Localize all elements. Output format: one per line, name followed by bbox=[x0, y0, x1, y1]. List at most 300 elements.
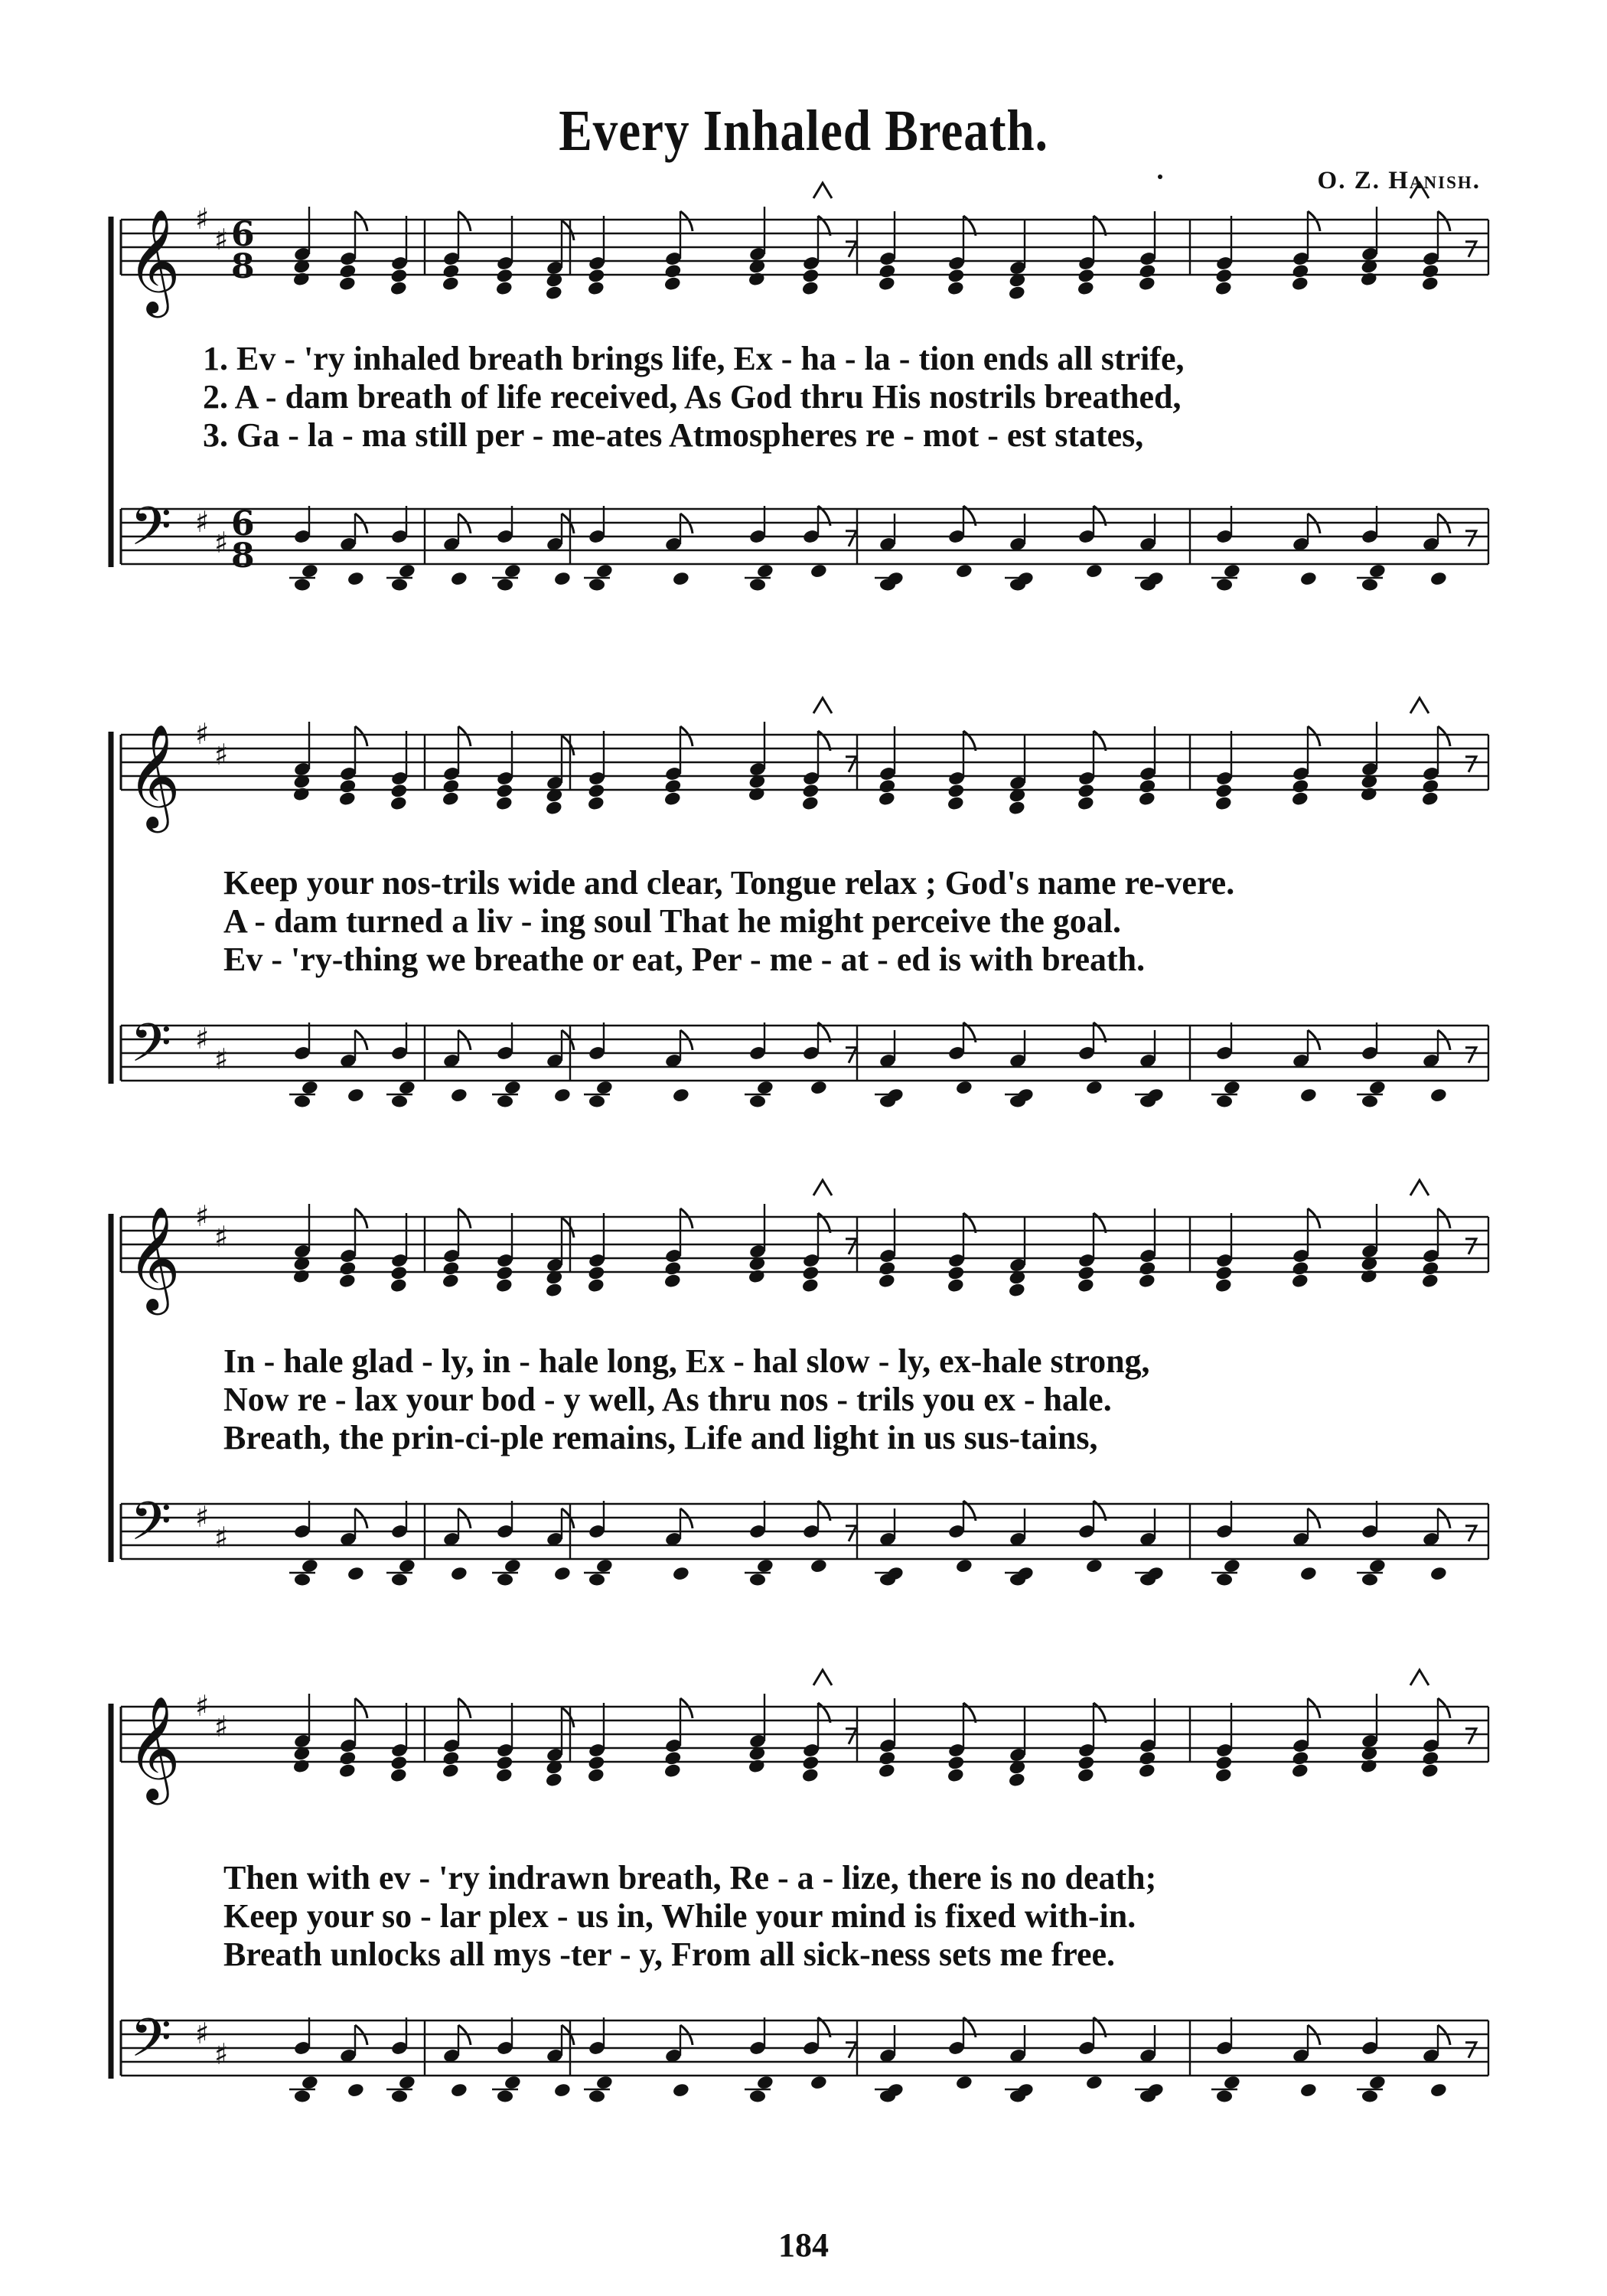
note-head bbox=[1368, 2075, 1387, 2091]
note-head bbox=[1291, 1261, 1309, 1277]
system-3-verse-1-lyric: In - hale glad - ly, in - hale long, Ex - hal slow - ly, ex-hale strong, bbox=[223, 1342, 1150, 1380]
note-head bbox=[663, 1261, 682, 1277]
note-head bbox=[1368, 1558, 1387, 1574]
note-head bbox=[495, 268, 513, 284]
note-head bbox=[495, 1265, 513, 1281]
note-head bbox=[1138, 791, 1156, 807]
bass-clef-icon: 𝄢 bbox=[130, 495, 172, 570]
note-head bbox=[589, 1096, 605, 1107]
note-head bbox=[663, 276, 682, 292]
note-head bbox=[878, 1763, 896, 1779]
page-number: 184 bbox=[778, 2226, 829, 2264]
eighth-rest-icon bbox=[1465, 1526, 1476, 1541]
note-head bbox=[390, 280, 408, 296]
note-head bbox=[450, 1088, 468, 1104]
note-head bbox=[801, 280, 820, 296]
note-flag bbox=[355, 211, 367, 231]
note-head bbox=[504, 1558, 522, 1574]
time-signature-numerator: 6 bbox=[231, 215, 255, 254]
note-head bbox=[1010, 1574, 1025, 1586]
eighth-rest-icon bbox=[846, 1729, 856, 1744]
note-flag bbox=[355, 726, 367, 746]
note-head bbox=[1008, 1772, 1026, 1788]
note-head bbox=[292, 1268, 311, 1284]
note-head bbox=[295, 579, 310, 591]
note-head bbox=[756, 563, 774, 579]
note-head bbox=[810, 2075, 828, 2091]
marcato-accent-icon bbox=[1410, 698, 1429, 713]
note-head bbox=[1217, 579, 1232, 591]
note-head bbox=[497, 2091, 513, 2102]
note-head bbox=[595, 1558, 614, 1574]
note-flag bbox=[355, 1698, 367, 1718]
note-head bbox=[1421, 778, 1439, 794]
note-flag bbox=[1308, 1208, 1320, 1228]
note-head bbox=[442, 1750, 460, 1766]
marcato-accent-icon bbox=[1410, 1670, 1429, 1685]
note-head bbox=[338, 1763, 357, 1779]
note-head bbox=[801, 1767, 820, 1783]
note-head bbox=[1214, 1277, 1233, 1293]
note-head bbox=[1360, 786, 1378, 802]
note-head bbox=[390, 1767, 408, 1783]
note-flag bbox=[1308, 211, 1320, 231]
bass-clef-icon: 𝄢 bbox=[130, 1490, 172, 1565]
note-head bbox=[748, 271, 766, 287]
note-head bbox=[398, 563, 416, 579]
note-head bbox=[497, 579, 513, 591]
note-head bbox=[587, 1265, 605, 1281]
note-head bbox=[672, 1566, 690, 1582]
note-head bbox=[1085, 2075, 1103, 2091]
note-head bbox=[390, 1755, 408, 1771]
note-head bbox=[495, 783, 513, 799]
key-signature-sharp-icon: ♯ bbox=[214, 223, 229, 256]
note-head bbox=[1214, 1767, 1233, 1783]
key-signature-sharp-icon: ♯ bbox=[195, 1022, 210, 1055]
key-signature-sharp-icon: ♯ bbox=[195, 2017, 210, 2050]
key-signature-sharp-icon: ♯ bbox=[195, 202, 210, 236]
note-head bbox=[338, 1750, 357, 1766]
note-head bbox=[595, 563, 614, 579]
treble-clef-icon: 𝄞 bbox=[127, 722, 181, 828]
note-head bbox=[338, 778, 357, 794]
eighth-rest-icon bbox=[846, 242, 856, 257]
note-flag bbox=[458, 1208, 471, 1228]
note-flag bbox=[355, 1208, 367, 1228]
note-head bbox=[338, 1273, 357, 1289]
note-head bbox=[589, 2091, 605, 2102]
note-head bbox=[495, 1767, 513, 1783]
note-head bbox=[1085, 1080, 1103, 1096]
note-head bbox=[1429, 571, 1448, 587]
note-head bbox=[1214, 783, 1233, 799]
note-head bbox=[880, 1096, 895, 1107]
note-head bbox=[878, 778, 896, 794]
note-head bbox=[1217, 1574, 1232, 1586]
note-head bbox=[1362, 1096, 1377, 1107]
note-head bbox=[545, 800, 563, 816]
note-head bbox=[947, 268, 965, 284]
eighth-rest-icon bbox=[1465, 242, 1476, 257]
note-head bbox=[390, 1265, 408, 1281]
note-head bbox=[1010, 1096, 1025, 1107]
note-head bbox=[442, 263, 460, 279]
eighth-rest-icon bbox=[1465, 2043, 1476, 2058]
note-head bbox=[810, 1080, 828, 1096]
note-head bbox=[442, 1273, 460, 1289]
note-head bbox=[748, 1758, 766, 1774]
note-head bbox=[1291, 778, 1309, 794]
key-signature-sharp-icon: ♯ bbox=[214, 1042, 229, 1076]
note-head bbox=[1291, 1763, 1309, 1779]
note-head bbox=[1291, 276, 1309, 292]
note-head bbox=[587, 1277, 605, 1293]
note-head bbox=[878, 1261, 896, 1277]
note-head bbox=[947, 1755, 965, 1771]
note-head bbox=[1360, 1758, 1378, 1774]
note-head bbox=[1010, 579, 1025, 591]
note-head bbox=[495, 280, 513, 296]
note-head bbox=[495, 795, 513, 811]
note-flag bbox=[458, 211, 471, 231]
hymn-title: Every Inhaled Breath. bbox=[559, 99, 1048, 163]
note-head bbox=[301, 563, 319, 579]
note-head bbox=[338, 276, 357, 292]
time-signature-denominator: 8 bbox=[231, 247, 255, 286]
note-head bbox=[1138, 1750, 1156, 1766]
note-head bbox=[947, 1265, 965, 1281]
key-signature-sharp-icon: ♯ bbox=[195, 1500, 210, 1534]
note-head bbox=[1421, 276, 1439, 292]
note-head bbox=[672, 1088, 690, 1104]
note-head bbox=[292, 1758, 311, 1774]
eighth-rest-icon bbox=[1465, 1729, 1476, 1744]
key-signature-sharp-icon: ♯ bbox=[214, 1710, 229, 1743]
note-head bbox=[672, 2082, 690, 2099]
note-head bbox=[589, 579, 605, 591]
note-head bbox=[748, 1268, 766, 1284]
note-head bbox=[347, 2082, 365, 2099]
system-2-verse-2-lyric: A - dam turned a liv - ing soul That he might perceive the goal. bbox=[223, 902, 1121, 940]
note-head bbox=[1010, 2091, 1025, 2102]
marcato-accent-icon bbox=[813, 698, 832, 713]
note-flag bbox=[1438, 211, 1450, 231]
key-signature-sharp-icon: ♯ bbox=[195, 505, 210, 539]
note-head bbox=[495, 1277, 513, 1293]
note-head bbox=[1077, 783, 1095, 799]
note-head bbox=[442, 778, 460, 794]
note-head bbox=[504, 1080, 522, 1096]
note-head bbox=[750, 2091, 765, 2102]
note-head bbox=[1362, 1574, 1377, 1586]
note-head bbox=[553, 2082, 572, 2099]
note-flag bbox=[1438, 1698, 1450, 1718]
note-head bbox=[1077, 1755, 1095, 1771]
note-head bbox=[801, 1265, 820, 1281]
treble-clef-icon: 𝄞 bbox=[127, 207, 181, 313]
system-1-verse-2-lyric: 2. A - dam breath of life received, As God thru His nostrils breathed, bbox=[203, 378, 1182, 416]
note-head bbox=[587, 783, 605, 799]
note-head bbox=[553, 1566, 572, 1582]
note-head bbox=[1421, 1763, 1439, 1779]
composer-credit: O. Z. Hanish. bbox=[1317, 167, 1481, 194]
note-head bbox=[880, 2091, 895, 2102]
note-head bbox=[1138, 276, 1156, 292]
note-flag bbox=[1438, 726, 1450, 746]
system-2-verse-3-lyric: Ev - 'ry-thing we breathe or eat, Per - me - at - ed is with breath. bbox=[223, 941, 1146, 978]
note-head bbox=[947, 280, 965, 296]
note-head bbox=[442, 1261, 460, 1277]
note-head bbox=[1138, 1763, 1156, 1779]
note-head bbox=[1299, 1088, 1318, 1104]
marcato-accent-icon bbox=[813, 183, 832, 198]
note-head bbox=[801, 795, 820, 811]
system-3-verse-3-lyric: Breath, the prin-ci-ple remains, Life and light in us sus-tains, bbox=[223, 1419, 1098, 1456]
note-head bbox=[756, 2075, 774, 2091]
note-head bbox=[1140, 1096, 1156, 1107]
note-head bbox=[1085, 563, 1103, 579]
note-head bbox=[450, 2082, 468, 2099]
note-head bbox=[750, 579, 765, 591]
note-head bbox=[1291, 791, 1309, 807]
note-head bbox=[295, 1574, 310, 1586]
note-head bbox=[450, 1566, 468, 1582]
note-head bbox=[1214, 1755, 1233, 1771]
note-head bbox=[338, 263, 357, 279]
note-head bbox=[1429, 1566, 1448, 1582]
note-head bbox=[748, 786, 766, 802]
note-head bbox=[587, 795, 605, 811]
note-head bbox=[663, 791, 682, 807]
note-head bbox=[392, 1096, 407, 1107]
eighth-rest-icon bbox=[846, 531, 856, 546]
note-head bbox=[497, 1574, 513, 1586]
treble-clef-icon: 𝄞 bbox=[127, 1694, 181, 1800]
note-head bbox=[301, 1558, 319, 1574]
note-head bbox=[1291, 1750, 1309, 1766]
note-head bbox=[1214, 280, 1233, 296]
note-head bbox=[801, 1277, 820, 1293]
note-head bbox=[587, 268, 605, 284]
note-head bbox=[1368, 1080, 1387, 1096]
note-flag bbox=[1308, 1698, 1320, 1718]
note-head bbox=[392, 1574, 407, 1586]
note-head bbox=[553, 571, 572, 587]
note-head bbox=[589, 1574, 605, 1586]
note-head bbox=[955, 1080, 973, 1096]
note-head bbox=[442, 276, 460, 292]
note-head bbox=[1214, 268, 1233, 284]
eighth-rest-icon bbox=[1465, 757, 1476, 772]
note-head bbox=[504, 563, 522, 579]
key-signature-sharp-icon: ♯ bbox=[214, 526, 229, 559]
system-4-verse-2-lyric: Keep your so - lar plex - us in, While your mind is fixed with-in. bbox=[223, 1897, 1136, 1935]
note-head bbox=[1362, 2091, 1377, 2102]
eighth-rest-icon bbox=[846, 757, 856, 772]
note-head bbox=[442, 791, 460, 807]
note-head bbox=[672, 571, 690, 587]
bass-clef-icon: 𝄢 bbox=[130, 1012, 172, 1087]
note-flag bbox=[680, 726, 693, 746]
note-head bbox=[801, 783, 820, 799]
note-head bbox=[955, 1558, 973, 1574]
note-head bbox=[756, 1558, 774, 1574]
key-signature-sharp-icon: ♯ bbox=[195, 1689, 210, 1723]
note-flag bbox=[1308, 726, 1320, 746]
note-head bbox=[947, 1767, 965, 1783]
note-head bbox=[1368, 563, 1387, 579]
note-head bbox=[392, 579, 407, 591]
note-head bbox=[587, 1767, 605, 1783]
treble-clef-icon: 𝄞 bbox=[127, 1205, 181, 1310]
note-head bbox=[947, 795, 965, 811]
note-head bbox=[801, 1755, 820, 1771]
note-head bbox=[878, 263, 896, 279]
system-1-verse-3-lyric: 3. Ga - la - ma still per - me-ates Atmospheres re - mot - est states, bbox=[203, 416, 1144, 454]
note-head bbox=[1421, 791, 1439, 807]
note-head bbox=[545, 1772, 563, 1788]
note-head bbox=[1008, 800, 1026, 816]
note-head bbox=[1421, 1273, 1439, 1289]
note-head bbox=[880, 1574, 895, 1586]
note-head bbox=[595, 1080, 614, 1096]
eighth-rest-icon bbox=[846, 1048, 856, 1063]
note-flag bbox=[562, 735, 574, 755]
note-head bbox=[1214, 1265, 1233, 1281]
note-head bbox=[1299, 1566, 1318, 1582]
note-head bbox=[801, 268, 820, 284]
note-flag bbox=[458, 726, 471, 746]
note-head bbox=[955, 2075, 973, 2091]
note-head bbox=[947, 1277, 965, 1293]
note-head bbox=[1299, 2082, 1318, 2099]
note-head bbox=[292, 271, 311, 287]
note-head bbox=[1008, 285, 1026, 301]
note-head bbox=[1421, 1261, 1439, 1277]
note-flag bbox=[1438, 1208, 1450, 1228]
note-head bbox=[390, 1277, 408, 1293]
note-head bbox=[390, 268, 408, 284]
note-head bbox=[301, 2075, 319, 2091]
note-flag bbox=[680, 1208, 693, 1228]
note-head bbox=[947, 783, 965, 799]
note-head bbox=[1077, 795, 1095, 811]
time-signature-numerator: 6 bbox=[231, 504, 255, 543]
note-head bbox=[1140, 579, 1156, 591]
note-head bbox=[663, 1273, 682, 1289]
note-head bbox=[1223, 1080, 1241, 1096]
system-4-verse-1-lyric: Then with ev - 'ry indrawn breath, Re - a - lize, there is no death; bbox=[223, 1859, 1157, 1896]
note-head bbox=[545, 1282, 563, 1298]
key-signature-sharp-icon: ♯ bbox=[214, 2037, 229, 2071]
note-head bbox=[1085, 1558, 1103, 1574]
note-head bbox=[1223, 2075, 1241, 2091]
note-head bbox=[955, 563, 973, 579]
marcato-accent-icon bbox=[813, 1180, 832, 1195]
note-head bbox=[587, 1755, 605, 1771]
note-head bbox=[878, 276, 896, 292]
eighth-rest-icon bbox=[1465, 1239, 1476, 1254]
key-signature-sharp-icon: ♯ bbox=[195, 717, 210, 751]
note-head bbox=[878, 791, 896, 807]
note-head bbox=[450, 571, 468, 587]
note-head bbox=[750, 1574, 765, 1586]
note-head bbox=[663, 263, 682, 279]
note-head bbox=[810, 563, 828, 579]
note-head bbox=[1362, 579, 1377, 591]
eighth-rest-icon bbox=[846, 1239, 856, 1254]
note-head bbox=[810, 1558, 828, 1574]
eighth-rest-icon bbox=[1465, 531, 1476, 546]
key-signature-sharp-icon: ♯ bbox=[214, 1220, 229, 1254]
note-head bbox=[338, 1261, 357, 1277]
note-flag bbox=[458, 1698, 471, 1718]
note-head bbox=[545, 285, 563, 301]
note-head bbox=[1299, 571, 1318, 587]
note-head bbox=[1077, 1767, 1095, 1783]
note-head bbox=[1421, 263, 1439, 279]
note-head bbox=[587, 280, 605, 296]
note-head bbox=[398, 1080, 416, 1096]
note-head bbox=[347, 1566, 365, 1582]
note-head bbox=[301, 1080, 319, 1096]
note-head bbox=[1429, 1088, 1448, 1104]
note-head bbox=[663, 1763, 682, 1779]
note-head bbox=[1138, 1261, 1156, 1277]
note-head bbox=[1008, 1282, 1026, 1298]
marcato-accent-icon bbox=[1410, 1180, 1429, 1195]
note-head bbox=[398, 1558, 416, 1574]
note-flag bbox=[680, 1698, 693, 1718]
note-head bbox=[1140, 1574, 1156, 1586]
note-head bbox=[1223, 1558, 1241, 1574]
note-head bbox=[1360, 271, 1378, 287]
note-head bbox=[750, 1096, 765, 1107]
note-head bbox=[1217, 1096, 1232, 1107]
note-head bbox=[1077, 280, 1095, 296]
marcato-accent-icon bbox=[1410, 183, 1429, 198]
note-head bbox=[663, 778, 682, 794]
note-head bbox=[338, 791, 357, 807]
note-head bbox=[1223, 563, 1241, 579]
note-head bbox=[347, 571, 365, 587]
bass-clef-icon: 𝄢 bbox=[130, 2007, 172, 2082]
note-head bbox=[1429, 2082, 1448, 2099]
note-head bbox=[1291, 263, 1309, 279]
eighth-rest-icon bbox=[846, 1526, 856, 1541]
note-head bbox=[398, 2075, 416, 2091]
note-head bbox=[1138, 778, 1156, 794]
note-head bbox=[553, 1088, 572, 1104]
key-signature-sharp-icon: ♯ bbox=[214, 738, 229, 771]
note-head bbox=[878, 1273, 896, 1289]
note-head bbox=[1217, 2091, 1232, 2102]
note-flag bbox=[562, 220, 574, 240]
note-head bbox=[442, 1763, 460, 1779]
note-head bbox=[295, 1096, 310, 1107]
key-signature-sharp-icon: ♯ bbox=[214, 1521, 229, 1554]
note-head bbox=[390, 783, 408, 799]
note-flag bbox=[680, 211, 693, 231]
note-head bbox=[756, 1080, 774, 1096]
note-head bbox=[1360, 1268, 1378, 1284]
note-head bbox=[1421, 1750, 1439, 1766]
note-flag bbox=[562, 1218, 574, 1238]
note-flag bbox=[562, 1707, 574, 1727]
note-head bbox=[1077, 1277, 1095, 1293]
note-head bbox=[1291, 1273, 1309, 1289]
